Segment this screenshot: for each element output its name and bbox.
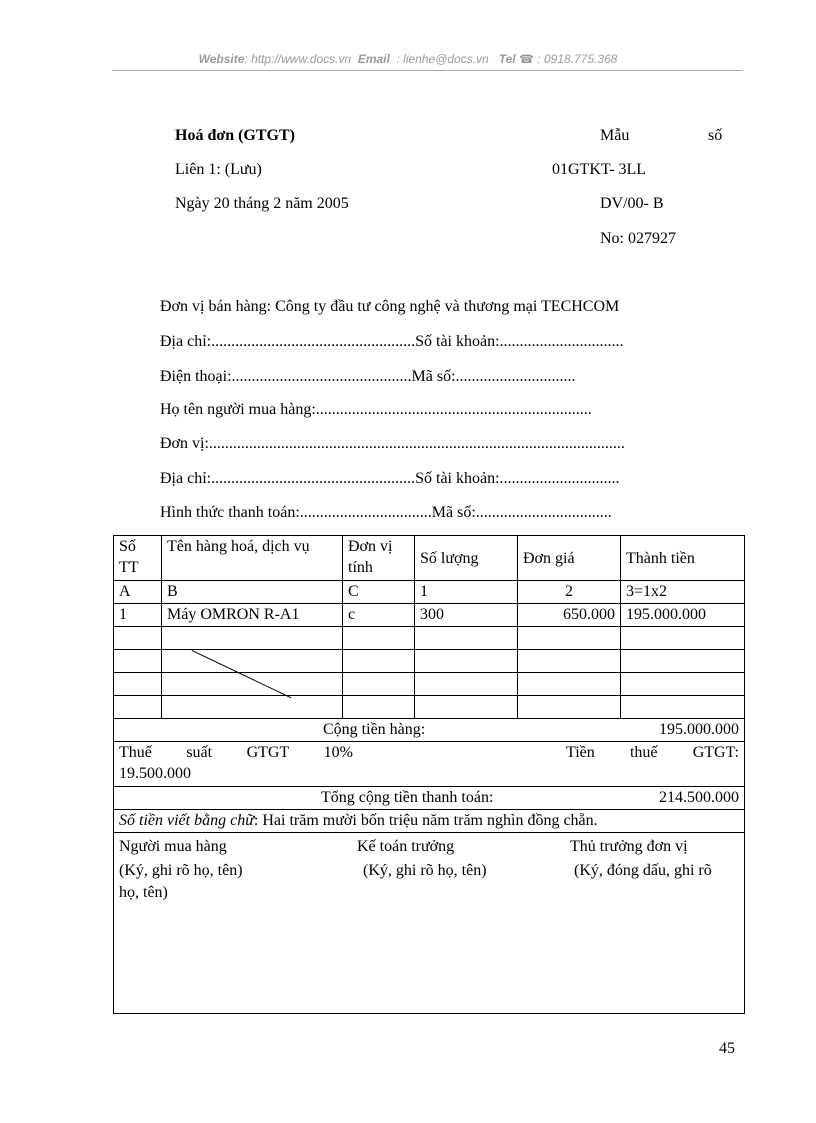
- vat-amount: 19.500.000: [119, 765, 191, 782]
- buyer-name: Họ tên người mua hàng:.....................................................................: [160, 401, 592, 418]
- total-row: [114, 787, 745, 810]
- subtotal-value: 195.000.000: [659, 721, 739, 738]
- website-url[interactable]: : http://www.docs.vn: [244, 52, 352, 66]
- buyer-unit: Đơn vị:........................................................................................................: [160, 435, 625, 452]
- invoice-title: Hoá đơn (GTGT): [175, 127, 295, 144]
- row-amount: 195.000.000: [621, 604, 745, 627]
- col-header: Đơn vị tính: [343, 536, 415, 581]
- amount-in-words-value: : Hai trăm mười bốn triệu năm trăm nghìn đồng chẵn.: [253, 812, 598, 829]
- vat-rate: 10%: [323, 744, 353, 761]
- table-row: [114, 673, 745, 696]
- signature-row: [114, 833, 745, 1014]
- vat-word: Tiền: [566, 744, 595, 761]
- seller-unit: Đơn vị bán hàng: Công ty đầu tư công nghệ và thương mại TECHCOM: [160, 298, 620, 315]
- subtotal-label: Cộng tiền hàng:: [323, 721, 426, 738]
- vat-row: [114, 742, 745, 787]
- col-header: Số lượng: [415, 536, 518, 581]
- col-header: Số TT: [114, 536, 162, 581]
- col-header: Thành tiền: [621, 536, 745, 581]
- email-label: Email: [357, 52, 390, 66]
- signature-head-note-cont: họ, tên): [119, 884, 168, 901]
- subtotal-row: [114, 719, 745, 742]
- amount-in-words-label: Số tiền viết bằng chữ: [119, 812, 254, 829]
- seller-address: Địa chỉ:...................................................Số tài khoản:...............................: [160, 333, 624, 350]
- table-row: [114, 627, 745, 650]
- amount-in-words-row: [114, 810, 745, 833]
- signature-accountant-note: (Ký, ghi rõ họ, tên): [363, 862, 487, 879]
- signature-head-note: (Ký, đóng dấu, ghi rõ: [574, 862, 712, 879]
- page-header: [0, 52, 816, 66]
- vat-word: Thuế: [119, 744, 152, 761]
- invoice-date: Ngày 20 tháng 2 năm 2005: [175, 195, 349, 212]
- table-header-row: [114, 536, 745, 581]
- buyer-address: Địa chỉ:...................................................Số tài khoản:..............................: [160, 470, 620, 487]
- signature-buyer-note: (Ký, ghi rõ họ, tên): [119, 862, 243, 879]
- email-value[interactable]: : lienhe@docs.vn: [396, 52, 489, 66]
- total-label: Tổng cộng tiền thanh toán:: [321, 789, 494, 806]
- row-unit-price: 650.000: [518, 604, 621, 627]
- invoice-table: [113, 535, 745, 1014]
- signature-accountant: Kế toán trưởng: [357, 838, 455, 855]
- vat-word: thuế: [629, 744, 658, 761]
- form-label-so: số: [708, 127, 723, 144]
- payment-method: Hình thức thanh toán:.................................Mã số:..................................: [160, 504, 612, 521]
- signature-buyer: Người mua hàng: [119, 838, 227, 855]
- vat-word: suất: [186, 744, 213, 761]
- form-label: Mẫu: [600, 127, 630, 144]
- table-code-row: [114, 581, 745, 604]
- code-cell: 1: [415, 581, 518, 604]
- row-quantity: 300: [415, 604, 518, 627]
- form-code: 01GTKT- 3LL: [552, 161, 647, 178]
- code-cell: A: [114, 581, 162, 604]
- tel-value: ☎ : 0918.775.368: [519, 52, 618, 66]
- invoice-number: No: 027927: [600, 230, 676, 247]
- row-index: 1: [114, 604, 162, 627]
- vat-word: GTGT:: [692, 744, 739, 761]
- website-label: Website: [198, 52, 245, 66]
- form-series: DV/00- B: [600, 195, 664, 212]
- signature-head: Thủ trưởng đơn vị: [570, 838, 688, 855]
- table-row: [114, 696, 745, 719]
- code-cell: B: [162, 581, 343, 604]
- header-divider: [112, 70, 743, 71]
- col-header: Tên hàng hoá, dịch vụ: [162, 536, 343, 581]
- vat-word: GTGT: [246, 744, 290, 761]
- tel-label: Tel: [498, 52, 516, 66]
- code-cell: 3=1x2: [621, 581, 745, 604]
- invoice-copy: Liên 1: (Lưu): [175, 161, 262, 178]
- code-cell: C: [343, 581, 415, 604]
- code-cell: 2: [518, 581, 621, 604]
- row-unit: c: [343, 604, 415, 627]
- table-row: [114, 604, 745, 627]
- page-number: 45: [719, 1040, 735, 1057]
- col-header: Đơn giá: [518, 536, 621, 581]
- row-item-name: Máy OMRON R-A1: [162, 604, 343, 627]
- seller-phone: Điện thoại:.............................................Mã số:..............................: [160, 368, 576, 385]
- table-row: [114, 650, 745, 673]
- total-value: 214.500.000: [659, 789, 739, 806]
